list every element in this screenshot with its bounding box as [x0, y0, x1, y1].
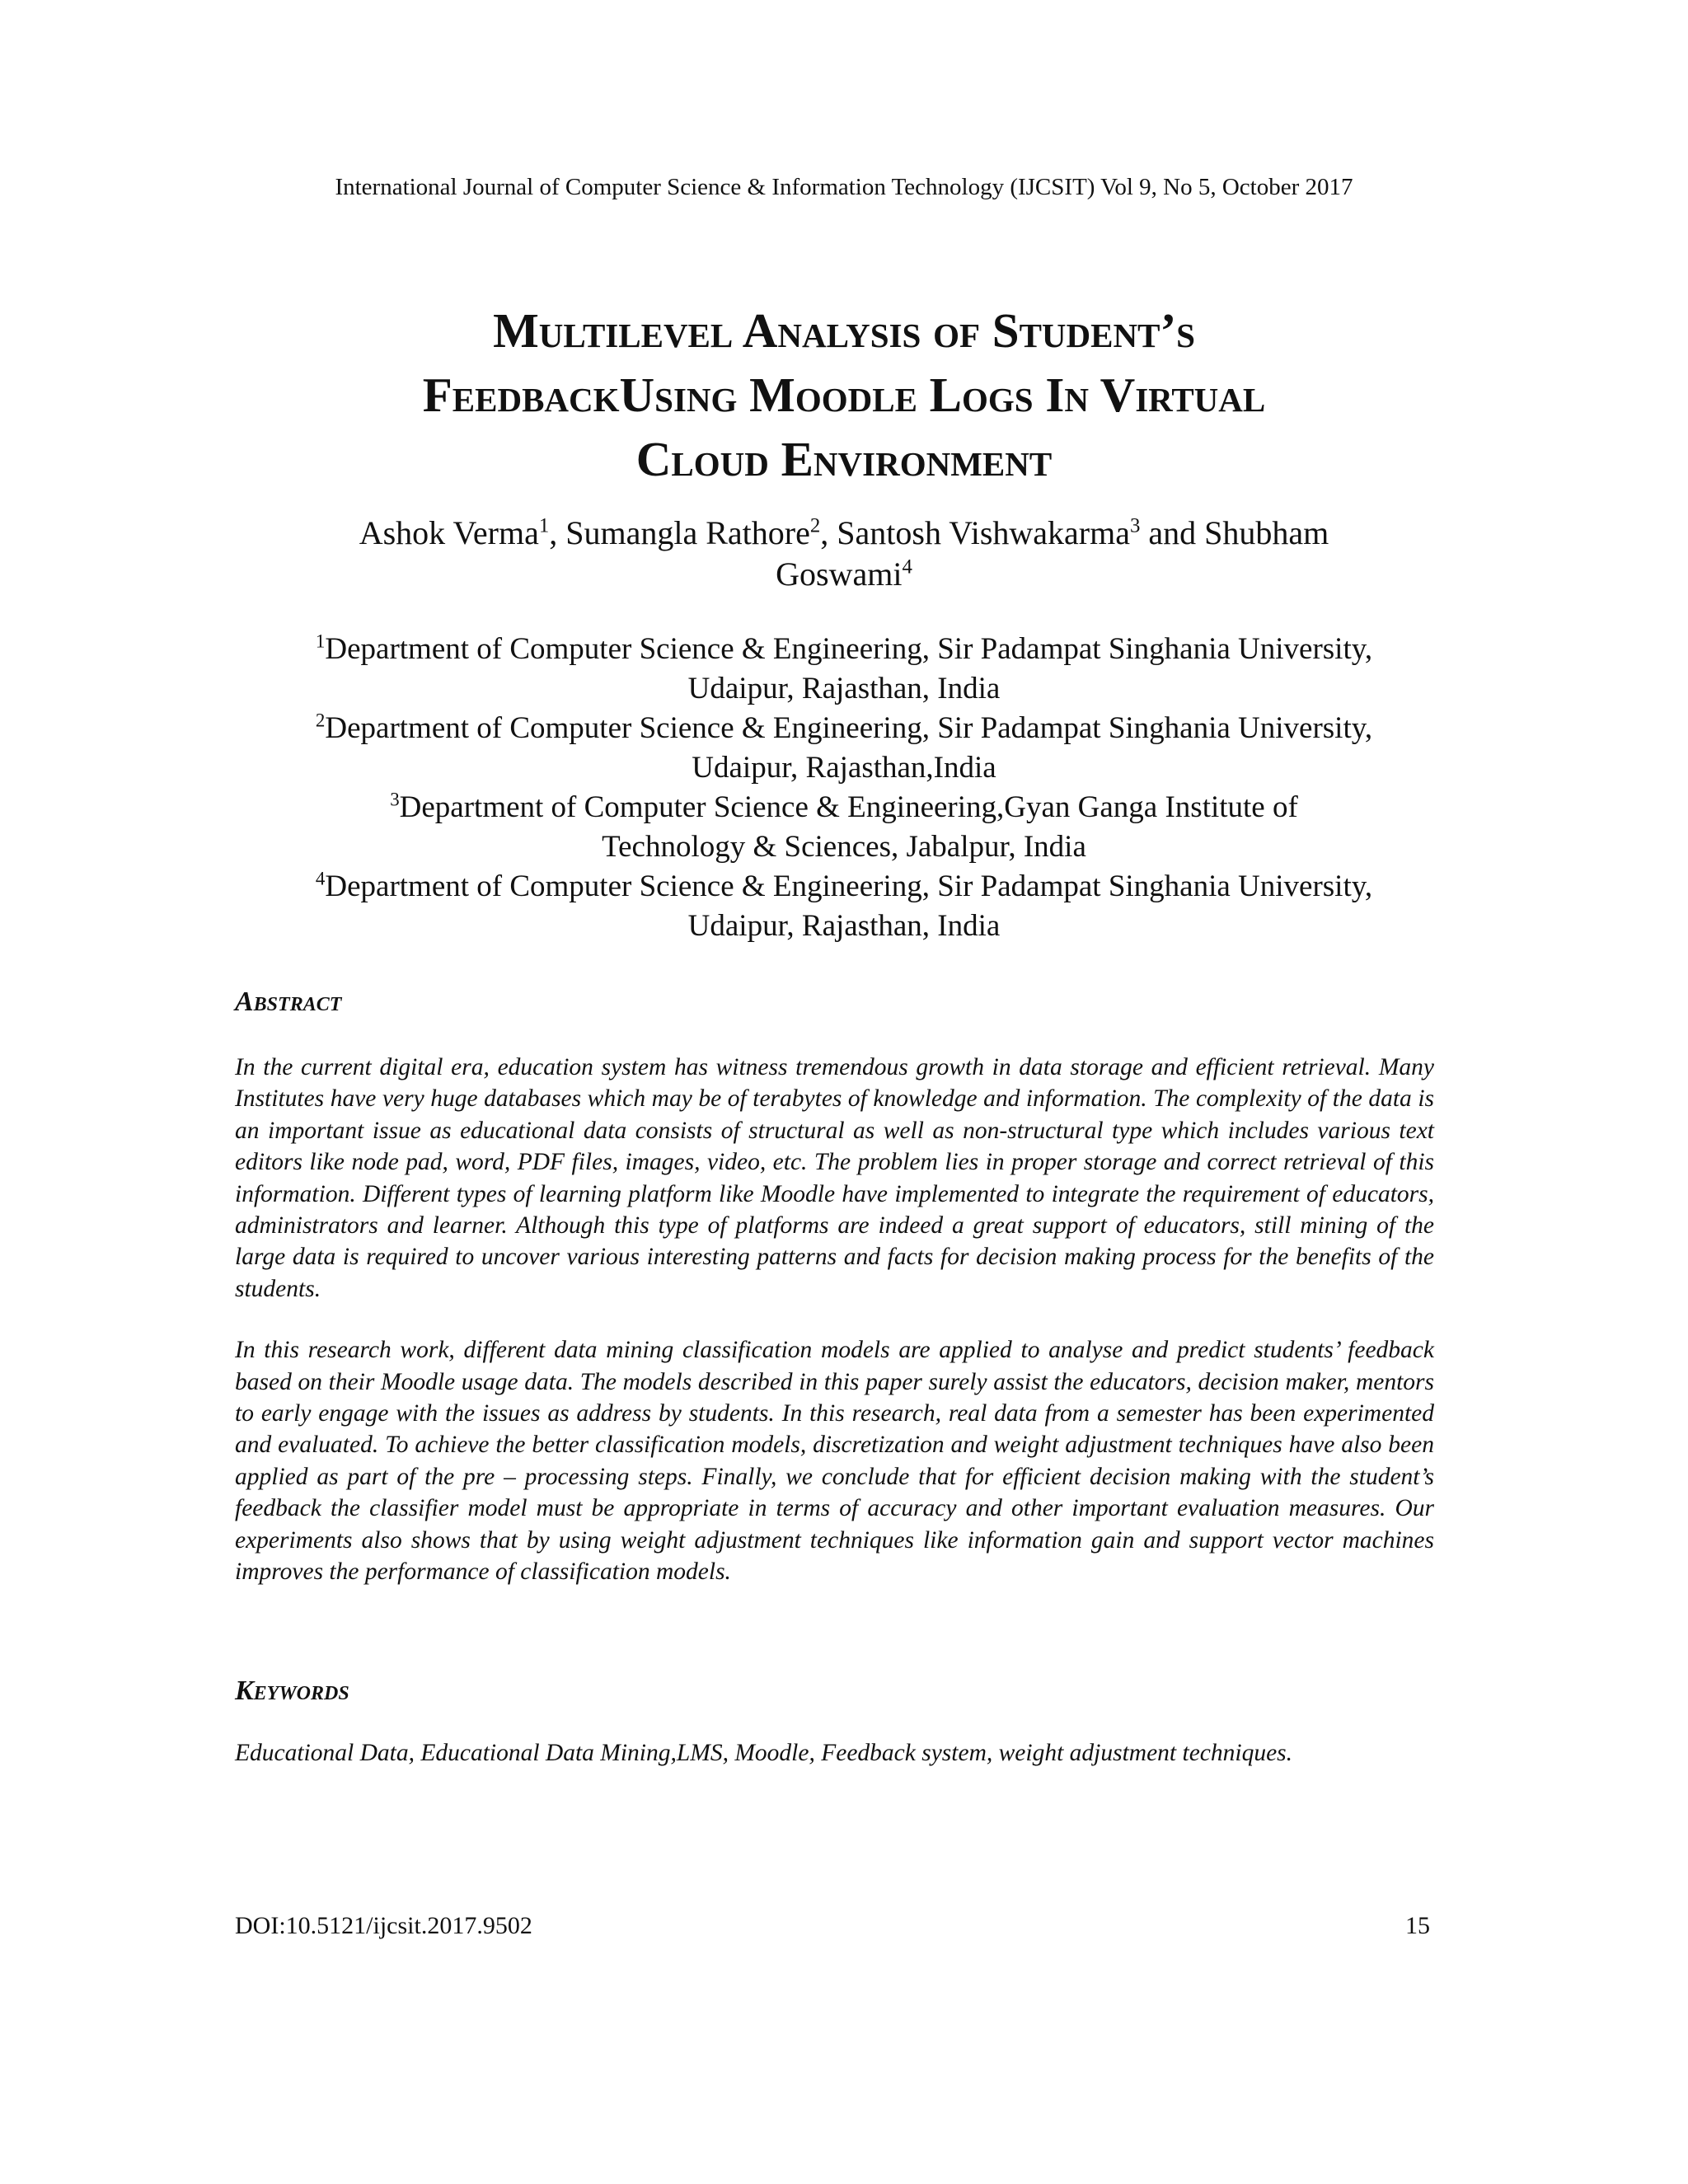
affiliation	[231, 788, 1457, 867]
abstract-paragraph: In this research work, different data mining classification models are applied to analyse and predict students’ feedback based on their Moodle usage data. The models described in this paper surely assist the educators, decision maker, mentors to early engage with the issues as address by students. In this research, real data from a semester has been experimented and evaluated. To achieve the better classification models, discretization and weight adjustment techniques have also been applied as part of the pre – processing steps. Finally, we conclude that for efficient decision making with the student’s feedback the classifier model must be appropriate in terms of accuracy and other important evaluation measures. Our experiments also shows that by using weight adjustment techniques like information gain and support vector machines improves the performance of classification models.	[235, 1337, 1434, 1586]
affiliation-line	[231, 867, 1457, 907]
author-list	[247, 513, 1441, 595]
author-affiliation-marker: 1	[538, 514, 550, 537]
author-separator: ,	[549, 514, 566, 551]
abstract-heading: Abstract	[235, 987, 342, 1017]
affiliation-marker: 1	[315, 630, 326, 652]
affiliation-line: Udaipur, Rajasthan, India	[687, 672, 1001, 705]
affiliation-marker: 4	[315, 868, 326, 889]
keywords-heading: Keywords	[235, 1675, 349, 1706]
affiliation-marker: 2	[315, 710, 326, 731]
affiliation	[231, 630, 1457, 709]
title-line: Cloud Environment	[635, 432, 1053, 486]
author-affiliation-marker: 2	[809, 514, 821, 537]
affiliation-text: Department of Computer Science & Engineering,Gyan Ganga Institute of	[399, 790, 1298, 824]
affiliation-line	[231, 788, 1457, 827]
affiliation	[231, 709, 1457, 788]
affiliation-line	[231, 709, 1457, 748]
affiliation-line: Udaipur, Rajasthan,India	[692, 751, 996, 785]
affiliation-text: Department of Computer Science & Engineering, Sir Padampat Singhania University,	[325, 711, 1373, 745]
abstract-body	[235, 1052, 1434, 1588]
affiliation	[231, 867, 1457, 946]
keywords-text: Educational Data, Educational Data Mining,LMS, Moodle, Feedback system, weight adjustment techniques.	[235, 1740, 1293, 1766]
doi-footer: DOI:10.5121/ijcsit.2017.9502	[235, 1912, 532, 1939]
author-name: Sumangla Rathore	[565, 514, 810, 551]
author-affiliation-marker: 4	[902, 555, 912, 579]
affiliation-list	[231, 630, 1457, 946]
affiliation-line	[231, 630, 1457, 669]
author-line	[247, 513, 1441, 554]
affiliation-text: Department of Computer Science & Engineering, Sir Padampat Singhania University,	[325, 632, 1373, 666]
author-name: Santosh Vishwakarma	[837, 514, 1130, 551]
author-name: Ashok Verma	[359, 514, 539, 551]
title-line: FeedbackUsing Moodle Logs In Virtual	[422, 368, 1266, 422]
paper-title	[247, 298, 1441, 491]
author-last-name: Goswami	[776, 555, 903, 593]
title-line: Multilevel Analysis of Student’s	[493, 303, 1195, 358]
affiliation-line: Udaipur, Rajasthan, India	[687, 909, 1001, 943]
author-separator: and	[1140, 514, 1205, 551]
page-number: 15	[1405, 1912, 1430, 1939]
author-separator: ,	[820, 514, 837, 551]
affiliation-line: Technology & Sciences, Jabalpur, India	[602, 830, 1086, 864]
affiliation-marker: 3	[390, 789, 400, 810]
author-line	[247, 554, 1441, 595]
author-affiliation-marker: 3	[1129, 514, 1141, 537]
abstract-paragraph: In the current digital era, education system has witness tremendous growth in data storage and efficient retrieval. Many Institutes have very huge databases which may be of terabytes of knowledge and information. The complexity of the data is an important issue as educational data consists of structural as well as non-structural type which includes various text editors like node pad, word, PDF files, images, video, etc. The problem lies in proper storage and correct retrieval of this information. Different types of learning platform like Moodle have implemented to integrate the requirement of educators, administrators and learner. Although this type of platforms are indeed a great support of educators, still mining of the large data is required to uncover various interesting patterns and facts for decision making process for the benefits of the students.	[235, 1054, 1434, 1302]
running-header: International Journal of Computer Science & Information Technology (IJCSIT) Vol 9, No 5, October 2017	[335, 174, 1353, 200]
affiliation-text: Department of Computer Science & Engineering, Sir Padampat Singhania University,	[325, 869, 1373, 903]
author-first-name: Shubham	[1204, 514, 1329, 551]
